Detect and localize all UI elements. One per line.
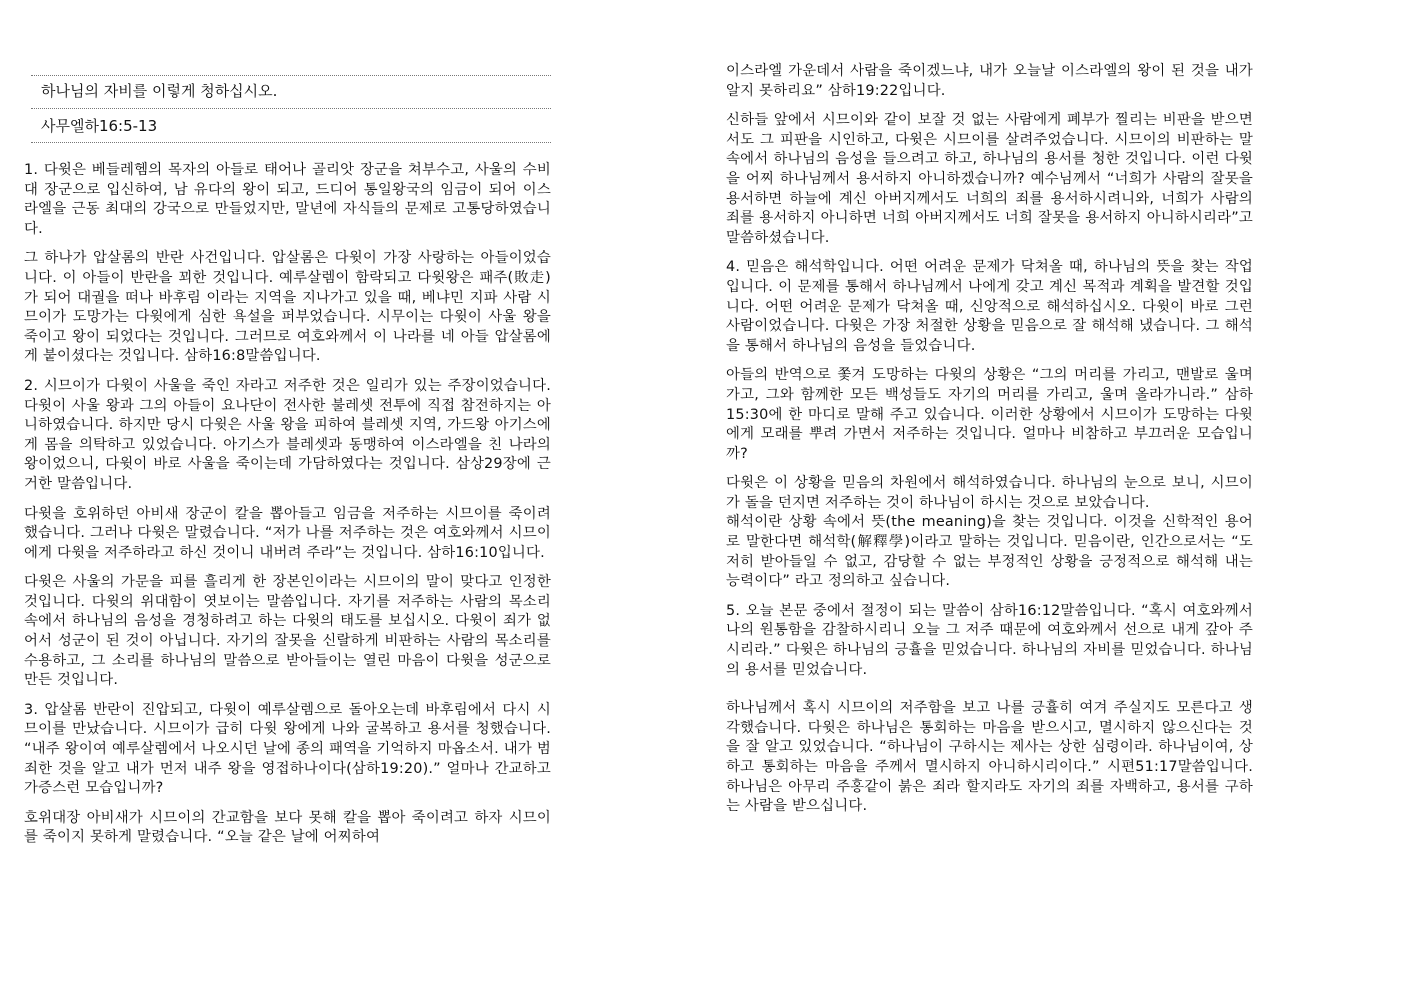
paragraph-right-7: 5. 오늘 본문 중에서 절정이 되는 말씀이 삼하16:12말씀입니다. “혹시 여호와께서 나의 원통함을 감찰하시리니 오늘 그 저주 때문에 여호와께서 선으로 내게 갚아 주시리라.” 다윗은 하나님의 긍휼을 믿었습니다. 하나님의 자비를 믿었습니다. 하나님의 용서를 믿었습니다. bbox=[726, 602, 1253, 678]
paragraph-left-2: 그 하나가 압살롬의 반란 사건입니다. 압살롬은 다윗이 가장 사랑하는 아들이었습니다. 이 아들이 반란을 꾀한 것입니다. 예루살렘이 함락되고 다윗왕은 패주(敗走)가 되어 대궐을 떠나 바후림 이라는 지역을 지나가고 있을 때, 베냐민 지파 사람 시므이가 도망가는 다윗에게 심한 욕설을 퍼부었습니다. 시무이는 다윗이 사울 왕을 죽이고 왕이 되었다는 것입니다. 그러므로 여호와께서 이 나라를 네 아들 압살롬에게 붙이셨다는 것입니다. 삼하16:8말씀입니다. bbox=[24, 250, 551, 365]
sermon-title: 하나님의 자비를 이렇게 청하십시오. bbox=[41, 82, 278, 100]
header-rule-top bbox=[31, 75, 551, 76]
scripture-reference: 사무엘하16:5-13 bbox=[41, 117, 158, 135]
paragraph-right-4: 아들의 반역으로 쫓겨 도망하는 다윗의 상황은 “그의 머리를 가리고, 맨발로 울며 가고, 그와 함께한 모든 백성들도 자기의 머리를 가리고, 울며 올라가니라.” 삼하15:30에 한 마디로 말해 주고 있습니다. 이러한 상황에서 시므이가 도망하는 다윗에게 모래를 뿌려 가면서 저주하는 것입니다. 얼마나 비참하고 부끄러운 모습입니까? bbox=[726, 367, 1253, 462]
paragraph-right-3: 4. 믿음은 해석학입니다. 어떤 어려운 문제가 닥쳐올 때, 하나님의 뜻을 찾는 작업입니다. 이 문제를 통해서 하나님께서 나에게 갖고 계신 목적과 계획을 발견할 것입니다. 어떤 어려운 문제가 닥쳐올 때, 신앙적으로 해석하십시오. 다윗이 바로 그런 사람이었습니다. 다윗은 가장 처절한 상황을 믿음으로 잘 해석해 냈습니다. 그 해석을 통해서 하나님의 음성을 들었습니다. bbox=[726, 259, 1253, 354]
paragraph-right-1: 이스라엘 가운데서 사람을 죽이겠느냐, 내가 오늘날 이스라엘의 왕이 된 것을 내가 알지 못하리요” 삼하19:22입니다. bbox=[726, 63, 1253, 99]
paragraph-left-5: 다윗은 사울의 가문을 피를 흘리게 한 장본인이라는 시므이의 말이 맞다고 인정한 것입니다. 다윗의 위대함이 엿보이는 말씀입니다. 자기를 저주하는 사람의 목소리 속에서 하나님의 음성을 경청하려고 하는 다윗의 태도를 보십시오. 다윗이 죄가 없어서 성군이 된 것이 아닙니다. 자기의 잘못을 신랄하게 비판하는 사람의 목소리를 수용하고, 그 소리를 하나님의 말씀으로 받아들이는 열린 마음이 다윗을 성군으로 만든 것입니다. bbox=[24, 574, 551, 689]
paragraph-right-5: 다윗은 이 상황을 믿음의 차원에서 해석하였습니다. 하나님의 눈으로 보니, 시므이가 돌을 던지면 저주하는 것이 하나님이 하시는 것으로 보았습니다. bbox=[726, 475, 1253, 511]
paragraph-left-6: 3. 압살롬 반란이 진압되고, 다윗이 예루살렘으로 돌아오는데 바후림에서 다시 시므이를 만났습니다. 시므이가 급히 다윗 왕에게 나와 굴복하고 용서를 청했습니다. “내주 왕이여 예루살렘에서 나오시던 날에 종의 패역을 기억하지 마옵소서. 내가 범죄한 것을 알고 내가 먼저 내주 왕을 영접하나이다(삼하19:20).” 얼마나 간교하고 가증스런 모습입니까? bbox=[24, 701, 551, 797]
paragraph-left-7: 호위대장 아비새가 시므이의 간교함을 보다 못해 칼을 뽑아 죽이려고 하자 시므이를 죽이지 못하게 말렸습니다. “오늘 같은 날에 어찌하여 bbox=[24, 809, 551, 846]
left-column bbox=[24, 0, 551, 858]
paragraph-right-2: 신하들 앞에서 시므이와 같이 보잘 것 없는 사람에게 폐부가 찔리는 비판을 받으면서도 그 피판을 시인하고, 다윗은 시므이를 살려주었습니다. 시므이의 비판하는 말 속에서 하나님의 음성을 들으려고 하고, 하나님의 용서를 청한 것입니다. 이런 다윗을 어찌 하나님께서 용서하지 아니하겠습니까? 예수님께서 “너희가 사람의 잘못을 용서하면 하늘에 계신 아버지께서도 너희의 죄를 용서하시려니와, 너희가 사람의 죄를 용서하지 아니하면 너희 아버지께서도 너희 잘못을 용서하지 아니하시리라”고 말씀하셨습니다. bbox=[726, 112, 1253, 246]
paragraph-left-1: 1. 다윗은 베들레헴의 목자의 아들로 태어나 골리앗 장군을 쳐부수고, 사울의 수비대 장군으로 입신하여, 남 유다의 왕이 되고, 드디어 통일왕국의 임금이 되어 이스라엘을 근동 최대의 강국으로 만들었지만, 말년에 자식들의 문제로 고통당하였습니다. bbox=[24, 162, 551, 237]
right-column bbox=[726, 62, 1253, 827]
paragraph-right-8: 하나님께서 혹시 시므이의 저주함을 보고 나를 긍휼히 여겨 주실지도 모른다고 생각했습니다. 다윗은 하나님은 통회하는 마음을 받으시고, 멸시하지 않으신다는 것을 잘 알고 있었습니다. “하나님이 구하시는 제사는 상한 심령이라. 하나님이여, 상하고 통회하는 마음을 주께서 멸시하지 아니하시리이다.” 시편51:17말씀입니다. 하나님은 아무리 주홍같이 붉은 죄라 할지라도 자기의 죄를 자백하고, 용서를 구하는 사람을 받으십니다. bbox=[726, 700, 1253, 815]
paragraph-left-4: 다윗을 호위하던 아비새 장군이 칼을 뽑아들고 임금을 저주하는 시므이를 죽이려 했습니다. 그러나 다윗은 말렸습니다. “저가 나를 저주하는 것은 여호와께서 시므이에게 다윗을 저주하라고 하신 것이니 내버려 주라”는 것입니다. 삼하16:10입니다. bbox=[24, 505, 551, 561]
paragraph-right-6: 해석이란 상황 속에서 뜻(the meaning)을 찾는 것입니다. 이것을 신학적인 용어로 말한다면 해석학(解釋學)이라고 말하는 것입니다. 믿음이란, 인간으로서는 “도저히 받아들일 수 없고, 감당할 수 없는 부정적인 상황을 긍정적으로 해석해 내는 능력이다” 라고 정의하고 싶습니다. bbox=[726, 514, 1253, 590]
paragraph-left-3: 2. 시므이가 다윗이 사울을 죽인 자라고 저주한 것은 일리가 있는 주장이었습니다. 다윗이 사울 왕과 그의 아들이 요나단이 전사한 불레셋 전투에 직접 참전하지는 아니하였습니다. 하지만 당시 다윗은 사울 왕을 피하여 블레셋 지역, 가드왕 아기스에게 몸을 의탁하고 있었습니다. 아기스가 블레셋과 동맹하여 이스라엘을 친 나라의 왕이었으니, 다윗이 바로 사울을 죽이는데 가담하였다는 것입니다. 삼상29장에 근거한 말씀입니다. bbox=[24, 377, 551, 492]
header-rule-middle bbox=[31, 108, 551, 109]
